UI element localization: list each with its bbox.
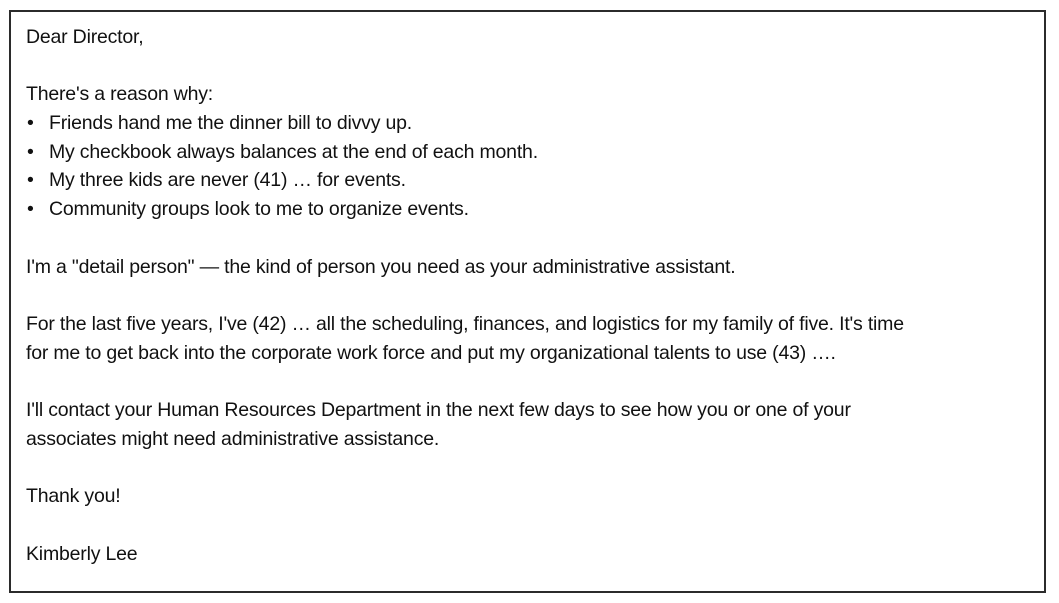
reason-text: Community groups look to me to organize events.	[49, 198, 469, 221]
blank-line	[26, 453, 1036, 482]
letter-frame	[9, 10, 1046, 593]
list-item	[26, 109, 1036, 138]
blank-line	[26, 367, 1036, 396]
experience-paragraph-line-2: for me to get back into the corporate work force and put my organizational talents to use (43) ….	[26, 341, 836, 364]
list-item	[26, 138, 1036, 167]
bullet-icon: •	[27, 198, 34, 221]
contact-paragraph-line-2: associates might need administrative assistance.	[26, 427, 440, 450]
salutation: Dear Director,	[26, 26, 144, 48]
reason-text: My three kids are never (41) … for events.	[49, 169, 406, 192]
letter-body	[26, 23, 1036, 568]
experience-paragraph-line-1: For the last five years, I've (42) … all the scheduling, finances, and logistics for my family of five. It's time	[26, 312, 904, 335]
bullet-icon: •	[27, 140, 34, 163]
contact-paragraph-line-1: I'll contact your Human Resources Department in the next few days to see how you or one of your	[26, 399, 851, 422]
blank-line	[26, 52, 1036, 81]
bullet-icon: •	[27, 169, 34, 192]
signature: Kimberly Lee	[26, 542, 138, 565]
reasons-intro: There's a reason why:	[26, 83, 214, 106]
bullet-icon: •	[27, 112, 34, 135]
reasons-list	[26, 109, 1036, 224]
reason-text: My checkbook always balances at the end of each month.	[49, 140, 538, 163]
list-item	[26, 166, 1036, 195]
list-item	[26, 195, 1036, 224]
closing: Thank you!	[26, 485, 121, 508]
reason-text: Friends hand me the dinner bill to divvy up.	[49, 112, 412, 135]
blank-line	[26, 511, 1036, 540]
detail-person-paragraph: I'm a "detail person" — the kind of person you need as your administrative assistant.	[26, 255, 736, 278]
blank-line	[26, 224, 1036, 253]
blank-line	[26, 281, 1036, 310]
